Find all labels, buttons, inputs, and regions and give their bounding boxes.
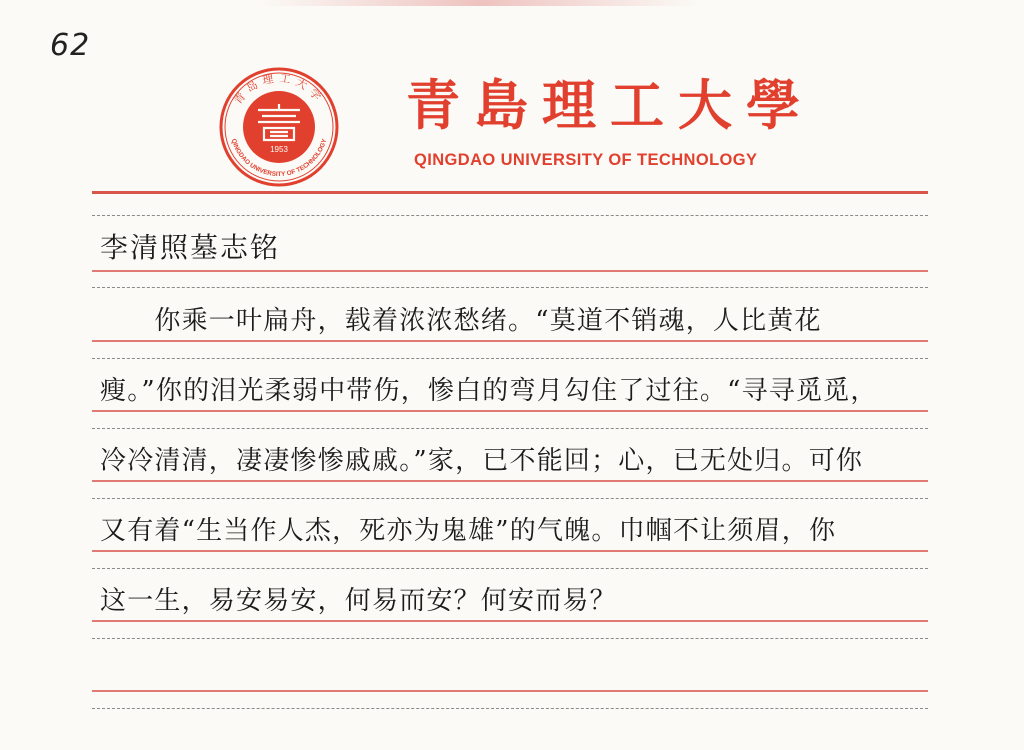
svg-text:1953: 1953 <box>270 145 288 154</box>
guide-dashed-line <box>92 498 928 499</box>
essay-line: 冷冷清清，凄凄惨惨戚戚。”家，已不能回；心，已无处归。可你 <box>100 446 864 476</box>
essay-line: 又有着“生当作人杰，死亦为鬼雄”的气魄。巾帼不让须眉，你 <box>100 516 837 546</box>
header-divider <box>92 191 928 194</box>
guide-dashed-line <box>92 708 928 709</box>
guide-dashed-line <box>92 358 928 359</box>
university-name-en: QINGDAO UNIVERSITY OF TECHNOLOGY <box>414 151 758 169</box>
svg-text:青岛理工大学: 青岛理工大学 <box>231 71 327 107</box>
guide-dashed-line <box>92 428 928 429</box>
page-number: 62 <box>50 28 91 63</box>
essay-line: 你乘一叶扁舟，载着浓浓愁绪。“莫道不销魂，人比黄花 <box>100 306 822 336</box>
guide-dashed-line <box>92 638 928 639</box>
essay-title: 李清照墓志铭 <box>100 231 281 264</box>
svg-text:QINGDAO UNIVERSITY OF TECHNOLO: QINGDAO UNIVERSITY OF TECHNOLOGY <box>229 137 329 178</box>
top-edge-tint <box>260 0 700 6</box>
guide-dashed-line <box>92 215 928 216</box>
guide-dashed-line <box>92 568 928 569</box>
guide-dashed-line <box>92 287 928 288</box>
guide-solid-line <box>92 690 928 692</box>
essay-line: 瘦。”你的泪光柔弱中带伤，惨白的弯月勾住了过往。“寻寻觅觅， <box>100 376 878 406</box>
university-name-cn: 青島理工大學 <box>406 73 814 137</box>
essay-line: 这一生，易安易安，何易而安？何安而易？ <box>100 586 617 616</box>
guide-solid-line <box>92 270 928 272</box>
university-seal <box>218 66 340 188</box>
